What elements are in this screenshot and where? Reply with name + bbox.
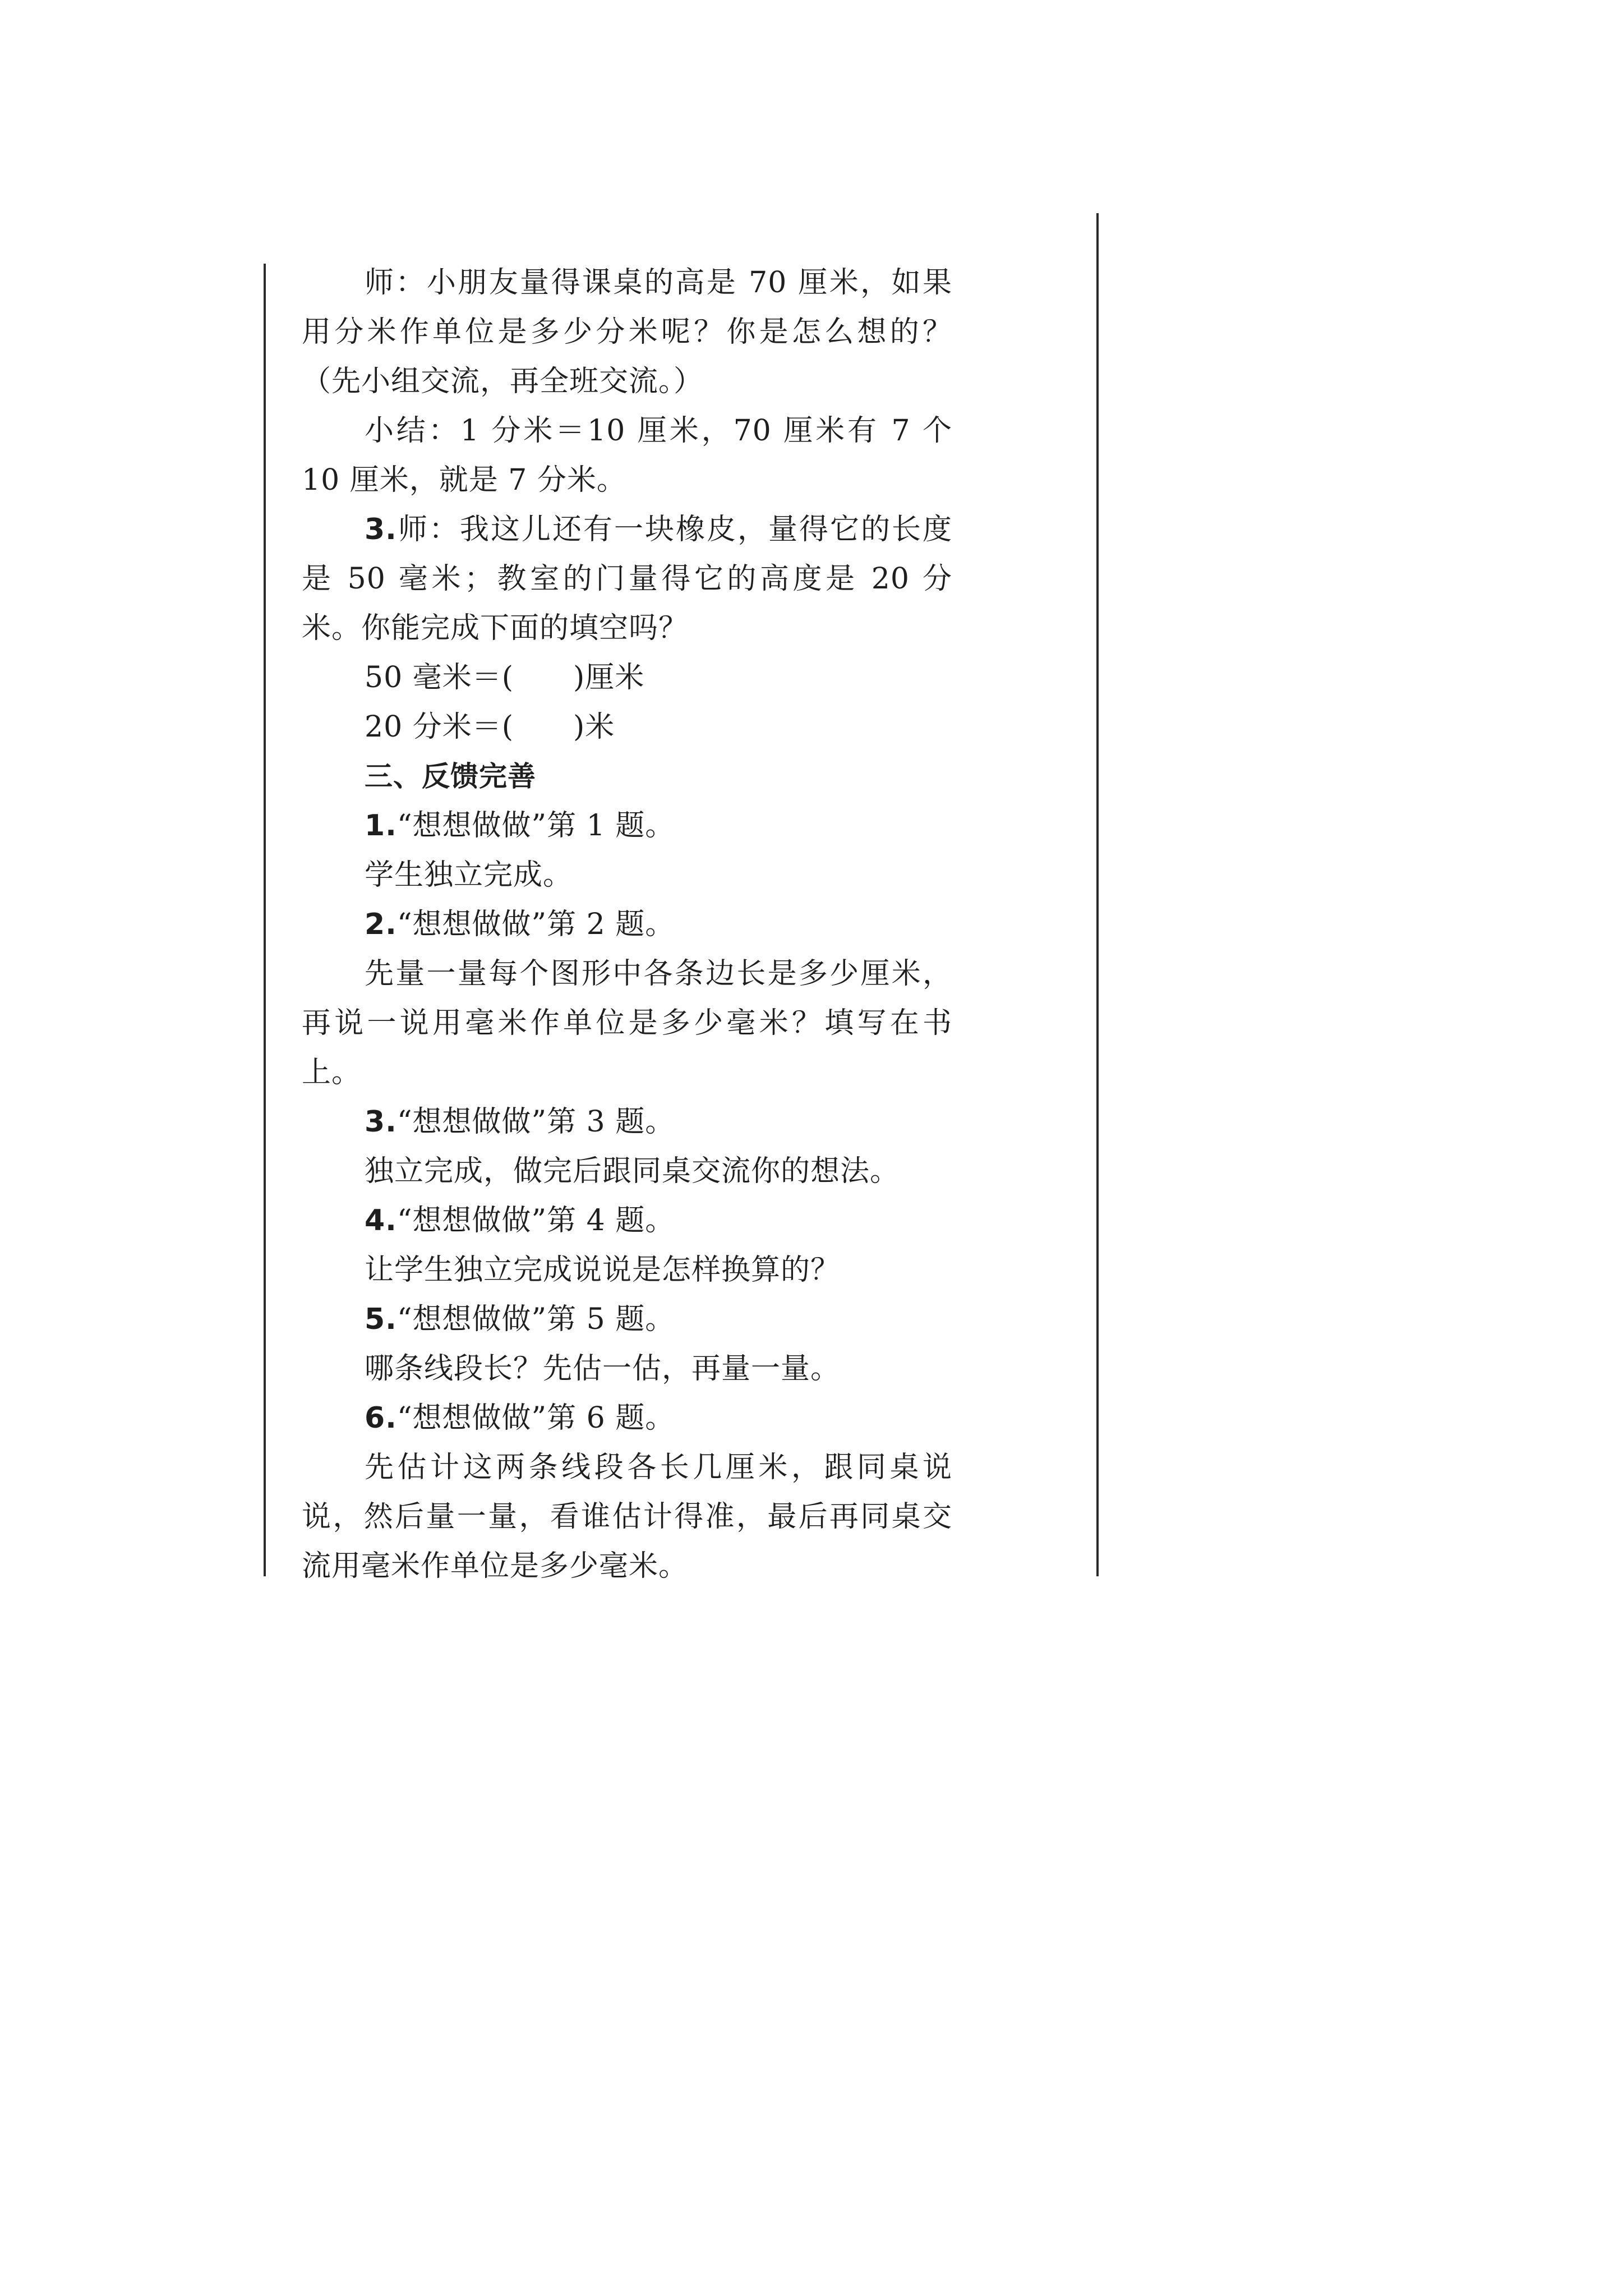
exercise-6-number: 6. [365,1401,397,1435]
section-heading: 三、反馈完善 [365,760,536,793]
exercise-3-label: “想想做做”第 3 题。 [396,1105,675,1139]
summary-paragraph: 小结：1 分米＝10 厘米，70 厘米有 7 个 10 厘米，就是 7 分米。 [302,414,952,497]
exercise-4-number: 4. [365,1204,397,1237]
fill-blank-dm-to-m: 20 分米＝( )米 [365,710,615,744]
page-content [302,258,952,1591]
exercise-2-title [302,900,952,949]
exercise-3-body: 独立完成，做完后跟同桌交流你的想法。 [365,1154,900,1188]
step-3-paragraph [302,505,952,653]
exercise-5-title [302,1295,952,1344]
exercise-3-number: 3. [365,1105,397,1139]
exercise-3-title [302,1097,952,1147]
exercise-4-body: 让学生独立完成说说是怎样换算的？ [365,1253,841,1287]
teacher-question-paragraph: 师：小朋友量得课桌的高是 70 厘米，如果用分米作单位是多少分米呢？你是怎么想的？（先小组交流，再全班交流。） [302,266,952,398]
right-margin-rule [1096,213,1099,1576]
exercise-6-title [302,1393,952,1443]
exercise-2-label: “想想做做”第 2 题。 [396,908,675,941]
exercise-1-title [302,801,952,850]
step-3-text: 师：我这儿还有一块橡皮，量得它的长度是 50 毫米；教室的门量得它的高度是 20 分米。你能完成下面的填空吗？ [302,513,952,645]
exercise-2-body: 先量一量每个图形中各条边长是多少厘米，再说一说用毫米作单位是多少毫米？填写在书上。 [302,957,952,1089]
exercise-6-label: “想想做做”第 6 题。 [396,1401,675,1435]
exercise-4-title [302,1196,952,1245]
exercise-6-body: 先估计这两条线段各长几厘米，跟同桌说说，然后量一量，看谁估计得准，最后再同桌交流用毫米作单位是多少毫米。 [302,1451,952,1583]
exercise-1-number: 1. [365,809,397,843]
exercise-5-label: “想想做做”第 5 题。 [396,1303,675,1336]
exercise-5-number: 5. [365,1303,397,1336]
exercise-1-body: 学生独立完成。 [365,858,573,892]
fill-blank-mm-to-cm: 50 毫米＝( )厘米 [365,661,645,694]
exercise-4-label: “想想做做”第 4 题。 [396,1204,675,1237]
exercise-2-number: 2. [365,908,397,941]
exercise-5-body: 哪条线段长？先估一估，再量一量。 [365,1352,841,1386]
left-margin-rule [264,264,266,1576]
step-3-number: 3. [365,513,397,546]
exercise-1-label: “想想做做”第 1 题。 [396,809,675,843]
